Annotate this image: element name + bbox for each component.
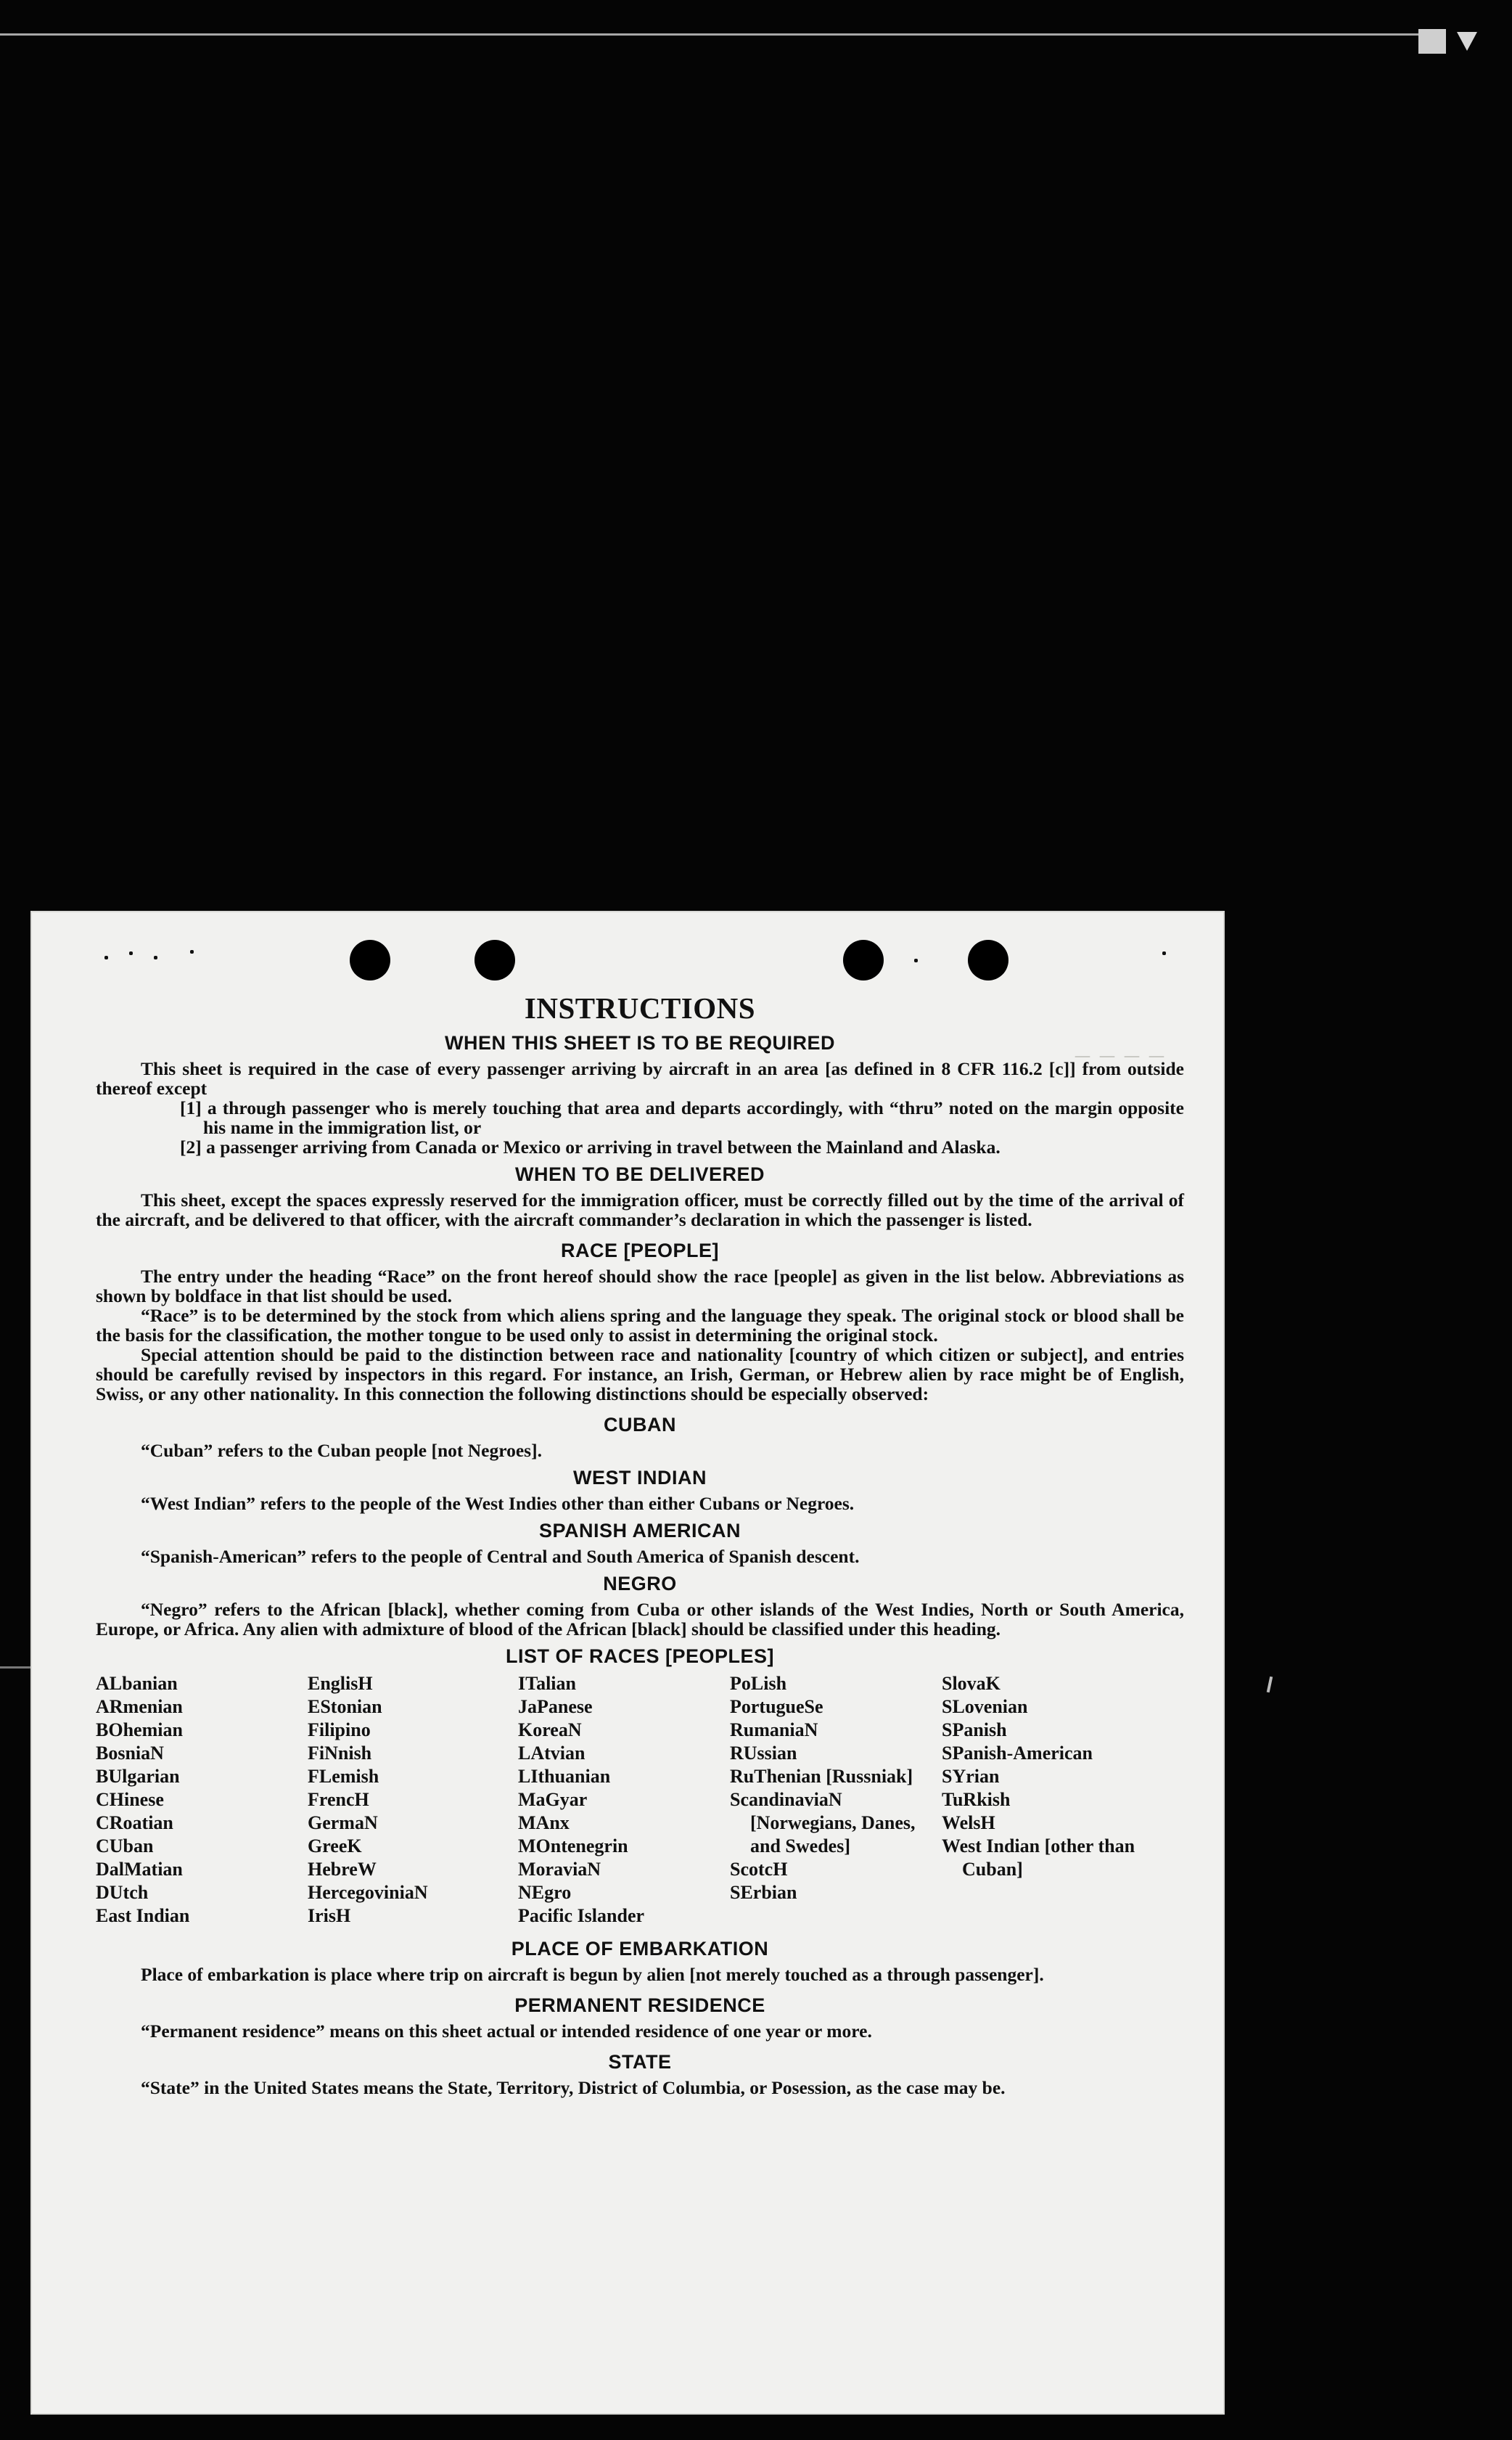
bleed-through-text: _ _ _ _ [1075,1028,1165,1060]
race-entry: BosniaN [96,1743,164,1764]
negro-text: “Negro” refers to the African [black], whether coming from Cuba or other islands of the West Indies, North or South America, Europe, or Africa. Any alien with admixture of blood of the African [black] should be classified under this heading. [96,1599,1184,1639]
punch-hole-icon [474,940,515,980]
race-entry: BOhemian [96,1719,183,1740]
race-entry: Filipino [308,1719,371,1740]
race-entry: CUban [96,1835,154,1856]
race-entry: LAtvian [518,1743,586,1764]
race-entry: MaGyar [518,1789,588,1810]
punch-hole-icon [843,940,884,980]
speck-mark [190,950,194,954]
race-entry: SPanish [942,1719,1007,1740]
race-entry: PortugueSe [730,1696,823,1717]
race-paragraph: Special attention should be paid to the distinction between race and nationality [country of which citizen or subject], and entries should be carefully revised by inspectors in this regard. For instance, an Irish, German, or Hebrew alien by race might be of English, Swiss, or any other nationality. In this connection the following distinctions should be especially observed: [96,1344,1184,1404]
race-entry: SYrian [942,1766,1000,1787]
heading-negro: NEGRO [603,1573,677,1594]
race-entry: HebreW [308,1859,377,1880]
scan-edge-mark [0,1666,32,1669]
race-entry: EStonian [308,1696,382,1717]
race-entry: CHinese [96,1789,164,1810]
heading-when-required: WHEN THIS SHEET IS TO BE REQUIRED [444,1032,836,1054]
race-entry: IrisH [308,1905,351,1926]
race-entry: BUlgarian [96,1766,180,1787]
heading-west-indian: WEST INDIAN [573,1467,707,1489]
race-entry: PoLish [730,1673,787,1694]
when-delivered-text: This sheet, except the spaces expressly reserved for the immigration officer, must be correctly filled out by the time of the arrival of the aircraft, and be delivered to that officer, with the aircraft commander’s declaration in which the passenger is listed. [96,1190,1184,1230]
race-entry: SLovenian [942,1696,1028,1717]
race-entry: WelsH [942,1812,995,1833]
race-entry: EnglisH [308,1673,373,1694]
race-paragraph: “Race” is to be determined by the stock from which aliens spring and the language they speak. The original stock or blood shall be the basis for the classification, the mother tongue to be used only to assist in determining the original stock. [96,1305,1184,1346]
race-entry: ScandinaviaN [Norwegians, Danes, and Swedes] [730,1789,916,1856]
race-entry: RumaniaN [730,1719,818,1740]
speck-mark [914,959,918,962]
residence-text: “Permanent residence” means on this sheet actual or intended residence of one year or more. [141,2021,872,2042]
speck-mark [1162,951,1166,955]
spanish-american-text: “Spanish-American” refers to the people of Central and South America of Spanish descent. [141,1546,860,1567]
race-entry: NEgro [518,1882,572,1903]
race-entry: ARmenian [96,1696,183,1717]
heading-permanent-residence: PERMANENT RESIDENCE [514,1994,765,2016]
race-column [518,1672,730,1928]
race-entry: FiNnish [308,1743,372,1764]
exception-item-1: [1] a through passenger who is merely touching that area and departs accordingly, with “thru” noted on the margin opposite his name in the immigration list, or [180,1097,1184,1138]
speck-mark [104,956,108,959]
race-entry: RuThenian [Russniak] [730,1766,913,1787]
state-text: “State” in the United States means the State, Territory, District of Columbia, or Posession, as the case may be. [141,2077,1006,2098]
race-column [942,1672,1181,1928]
race-entry: GermaN [308,1812,378,1833]
race-entry: FrencH [308,1789,369,1810]
race-entry: DalMatian [96,1859,183,1880]
race-entry: West Indian [other than Cuban] [942,1835,1135,1880]
race-entry: SlovaK [942,1673,1001,1694]
scan-corner-arrow-icon [1457,32,1477,51]
scan-top-edge-line [0,33,1444,36]
race-entry: East Indian [96,1905,190,1926]
race-entry: TuRkish [942,1789,1011,1810]
race-paragraph: The entry under the heading “Race” on the front hereof should show the race [people] as given in the list below. Abbreviations as shown by boldface in that list should be used. [96,1266,1184,1306]
page-title: INSTRUCTIONS [524,991,756,1025]
race-entry: RUssian [730,1743,797,1764]
speck-mark [154,956,157,959]
race-entry: Pacific Islander [518,1905,645,1926]
race-entry: MAnx [518,1812,570,1833]
race-entry: SPanish-American [942,1743,1093,1764]
punch-hole-icon [968,940,1008,980]
heading-cuban: CUBAN [604,1414,676,1436]
race-entry: DUtch [96,1882,149,1903]
heading-state: STATE [608,2051,672,2073]
punch-hole-icon [350,940,390,980]
race-entry: ScotcH [730,1859,788,1880]
heading-spanish-american: SPANISH AMERICAN [538,1520,741,1542]
race-entry: MOntenegrin [518,1835,628,1856]
race-entry: JaPanese [518,1696,593,1717]
race-column [96,1672,308,1928]
race-entry: ALbanian [96,1673,178,1694]
race-entry: HercegoviniaN [308,1882,428,1903]
race-entry: FLemish [308,1766,379,1787]
race-column [730,1672,942,1928]
instruction-sheet [30,911,1225,2415]
embarkation-text: Place of embarkation is place where trip on aircraft is begun by alien [not merely touched as a through passenger]. [141,1964,1044,1985]
when-required-text: This sheet is required in the case of every passenger arriving by aircraft in an area [as defined in 8 CFR 116.2 [c]] from outside thereof except [96,1058,1184,1099]
west-indian-text: “West Indian” refers to the people of the West Indies other than either Cubans or Negroes. [141,1493,855,1514]
exception-item-2: [2] a passenger arriving from Canada or Mexico or arriving in travel between the Mainland and Alaska. [180,1137,1001,1158]
race-column [308,1672,518,1928]
heading-race: RACE [PEOPLE] [560,1240,720,1261]
race-list [96,1672,1184,1928]
scan-stray-mark [1267,1677,1273,1692]
race-entry: LIthuanian [518,1766,611,1787]
speck-mark [129,951,133,955]
heading-when-delivered: WHEN TO BE DELIVERED [514,1163,765,1185]
race-entry: CRoatian [96,1812,173,1833]
race-entry: KoreaN [518,1719,582,1740]
heading-list-of-races: LIST OF RACES [PEOPLES] [505,1645,775,1667]
heading-place-of-embarkation: PLACE OF EMBARKATION [511,1938,769,1960]
race-entry: MoraviaN [518,1859,601,1880]
race-entry: GreeK [308,1835,362,1856]
cuban-text: “Cuban” refers to the Cuban people [not Negroes]. [141,1440,542,1461]
instructions-content [96,991,1184,2097]
race-entry: ITalian [518,1673,576,1694]
scan-corner-tab [1418,29,1446,54]
race-entry: SErbian [730,1882,797,1903]
